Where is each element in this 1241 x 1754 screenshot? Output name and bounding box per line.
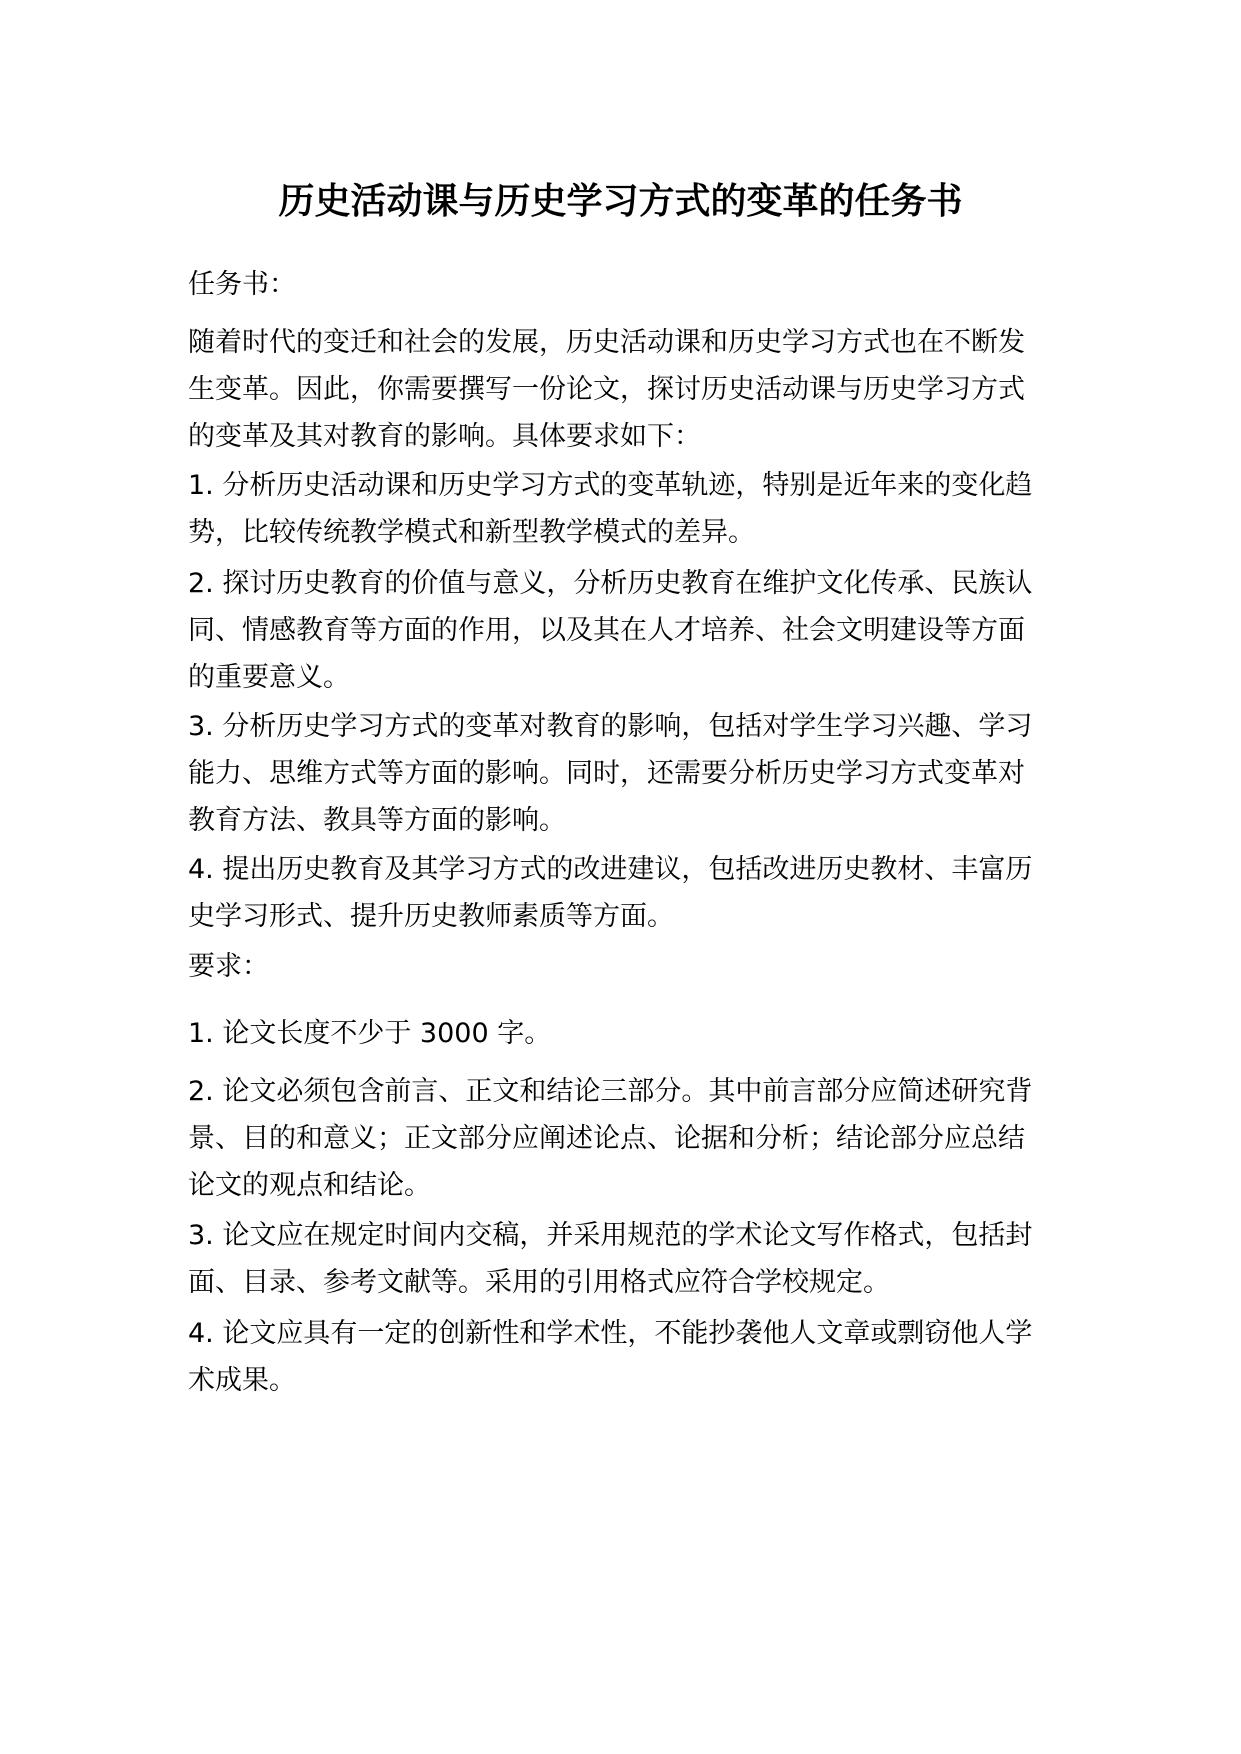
task-item-line: 能力、思维方式等方面的影响。同时，还需要分析历史学习方式变革对 <box>188 758 1025 789</box>
task-item-2 <box>188 560 1048 701</box>
task-item-line: 3. 分析历史学习方式的变革对教育的影响，包括对学生学习兴趣、学习 <box>188 711 1033 742</box>
requirement-item-line: 术成果。 <box>188 1365 296 1396</box>
task-item-3 <box>188 703 1048 844</box>
task-item-line: 教育方法、教具等方面的影响。 <box>188 805 566 836</box>
task-item-1 <box>188 462 1048 556</box>
task-item-line: 势，比较传统教学模式和新型教学模式的差异。 <box>188 517 755 548</box>
task-item-line: 史学习形式、提升历史教师素质等方面。 <box>188 901 674 932</box>
task-item-line: 2. 探讨历史教育的价值与意义，分析历史教育在维护文化传承、民族认 <box>188 568 1033 599</box>
requirements-heading: 要求： <box>188 951 269 982</box>
requirement-item-line: 面、目录、参考文献等。采用的引用格式应符合学校规定。 <box>188 1267 890 1298</box>
requirement-item-line: 3. 论文应在规定时间内交稿，并采用规范的学术论文写作格式，包括封 <box>188 1220 1033 1251</box>
task-item-line: 4. 提出历史教育及其学习方式的改进建议，包括改进历史教材、丰富历 <box>188 854 1033 885</box>
requirement-item-1 <box>188 1010 1048 1057</box>
intro-paragraph <box>188 319 1048 460</box>
task-heading: 任务书： <box>188 269 296 300</box>
task-item-line: 同、情感教育等方面的作用，以及其在人才培养、社会文明建设等方面 <box>188 615 1025 646</box>
document-title: 历史活动课与历史学习方式的变革的任务书 <box>278 181 963 222</box>
task-item-line: 的重要意义。 <box>188 662 350 693</box>
task-item-line: 1. 分析历史活动课和历史学习方式的变革轨迹，特别是近年来的变化趋 <box>188 470 1033 501</box>
requirement-item-3 <box>188 1212 1048 1306</box>
requirement-item-line: 论文的观点和结论。 <box>188 1170 431 1201</box>
requirement-item-2 <box>188 1068 1048 1209</box>
requirement-item-line: 1. 论文长度不少于 3000 字。 <box>188 1018 552 1049</box>
requirement-item-line: 2. 论文必须包含前言、正文和结论三部分。其中前言部分应简述研究背 <box>188 1076 1033 1107</box>
intro-line: 生变革。因此，你需要撰写一份论文，探讨历史活动课与历史学习方式 <box>188 374 1025 405</box>
requirement-item-4 <box>188 1310 1048 1404</box>
task-item-4 <box>188 846 1048 940</box>
intro-line: 的变革及其对教育的影响。具体要求如下： <box>188 421 701 452</box>
intro-line: 随着时代的变迁和社会的发展，历史活动课和历史学习方式也在不断发 <box>188 327 1025 358</box>
requirement-item-line: 景、目的和意义；正文部分应阐述论点、论据和分析；结论部分应总结 <box>188 1123 1025 1154</box>
requirement-item-line: 4. 论文应具有一定的创新性和学术性，不能抄袭他人文章或剽窃他人学 <box>188 1318 1033 1349</box>
